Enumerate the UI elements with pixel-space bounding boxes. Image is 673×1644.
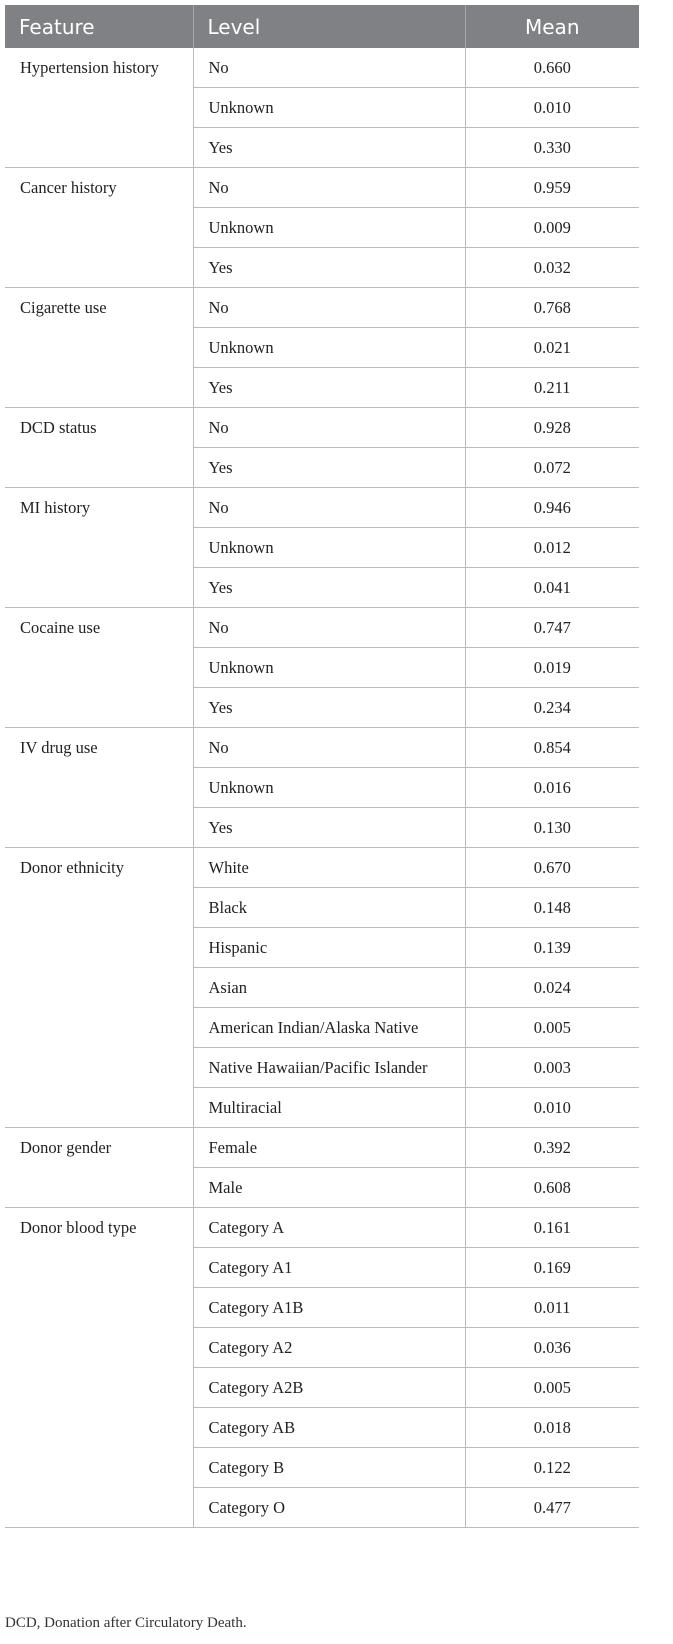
level-cell: Native Hawaiian/Pacific Islander — [193, 1048, 465, 1088]
mean-cell: 0.005 — [465, 1368, 639, 1408]
mean-cell: 0.130 — [465, 808, 639, 848]
mean-cell: 0.041 — [465, 568, 639, 608]
level-cell: Yes — [193, 688, 465, 728]
level-cell: Category B — [193, 1448, 465, 1488]
header-row — [5, 5, 639, 48]
level-cell: Yes — [193, 368, 465, 408]
level-cell: No — [193, 608, 465, 648]
level-cell: Unknown — [193, 328, 465, 368]
level-cell: Category A2 — [193, 1328, 465, 1368]
mean-cell: 0.010 — [465, 88, 639, 128]
level-cell: Unknown — [193, 768, 465, 808]
table-row — [5, 488, 639, 528]
level-cell: No — [193, 488, 465, 528]
table-row — [5, 728, 639, 768]
feature-cell: Donor ethnicity — [5, 848, 193, 1128]
mean-cell: 0.608 — [465, 1168, 639, 1208]
table-header — [5, 5, 639, 48]
level-cell: No — [193, 48, 465, 88]
mean-cell: 0.330 — [465, 128, 639, 168]
level-cell: Category O — [193, 1488, 465, 1528]
level-cell: Yes — [193, 808, 465, 848]
feature-cell: IV drug use — [5, 728, 193, 848]
level-cell: Hispanic — [193, 928, 465, 968]
feature-cell: Hypertension history — [5, 48, 193, 168]
feature-cell: MI history — [5, 488, 193, 608]
table-footnote: DCD, Donation after Circulatory Death. — [5, 1615, 247, 1631]
table-row — [5, 1128, 639, 1168]
mean-cell: 0.768 — [465, 288, 639, 328]
level-cell: No — [193, 408, 465, 448]
level-cell: Category A2B — [193, 1368, 465, 1408]
mean-cell: 0.161 — [465, 1208, 639, 1248]
level-cell: Unknown — [193, 208, 465, 248]
mean-cell: 0.139 — [465, 928, 639, 968]
mean-cell: 0.477 — [465, 1488, 639, 1528]
mean-cell: 0.392 — [465, 1128, 639, 1168]
mean-cell: 0.009 — [465, 208, 639, 248]
feature-cell: Cocaine use — [5, 608, 193, 728]
mean-cell: 0.854 — [465, 728, 639, 768]
feature-cell: Cancer history — [5, 168, 193, 288]
level-cell: No — [193, 288, 465, 328]
mean-cell: 0.011 — [465, 1288, 639, 1328]
feature-mean-table — [5, 5, 639, 1528]
header-feature: Feature — [5, 5, 193, 48]
mean-cell: 0.005 — [465, 1008, 639, 1048]
table-row — [5, 408, 639, 448]
table-row — [5, 848, 639, 888]
mean-cell: 0.670 — [465, 848, 639, 888]
level-cell: Black — [193, 888, 465, 928]
mean-cell: 0.169 — [465, 1248, 639, 1288]
mean-cell: 0.003 — [465, 1048, 639, 1088]
level-cell: Multiracial — [193, 1088, 465, 1128]
mean-cell: 0.024 — [465, 968, 639, 1008]
table-container — [5, 5, 639, 1528]
mean-cell: 0.122 — [465, 1448, 639, 1488]
level-cell: No — [193, 168, 465, 208]
feature-cell: Donor blood type — [5, 1208, 193, 1528]
level-cell: Yes — [193, 568, 465, 608]
mean-cell: 0.959 — [465, 168, 639, 208]
level-cell: Male — [193, 1168, 465, 1208]
mean-cell: 0.660 — [465, 48, 639, 88]
level-cell: Female — [193, 1128, 465, 1168]
level-cell: Unknown — [193, 88, 465, 128]
mean-cell: 0.747 — [465, 608, 639, 648]
mean-cell: 0.211 — [465, 368, 639, 408]
mean-cell: 0.234 — [465, 688, 639, 728]
mean-cell: 0.928 — [465, 408, 639, 448]
mean-cell: 0.018 — [465, 1408, 639, 1448]
feature-cell: Donor gender — [5, 1128, 193, 1208]
level-cell: American Indian/Alaska Native — [193, 1008, 465, 1048]
table-row — [5, 288, 639, 328]
mean-cell: 0.016 — [465, 768, 639, 808]
mean-cell: 0.019 — [465, 648, 639, 688]
level-cell: Unknown — [193, 528, 465, 568]
mean-cell: 0.946 — [465, 488, 639, 528]
mean-cell: 0.012 — [465, 528, 639, 568]
table-row — [5, 1208, 639, 1248]
level-cell: Category AB — [193, 1408, 465, 1448]
mean-cell: 0.032 — [465, 248, 639, 288]
mean-cell: 0.010 — [465, 1088, 639, 1128]
level-cell: Yes — [193, 248, 465, 288]
level-cell: Yes — [193, 128, 465, 168]
level-cell: Asian — [193, 968, 465, 1008]
level-cell: White — [193, 848, 465, 888]
level-cell: Category A — [193, 1208, 465, 1248]
level-cell: No — [193, 728, 465, 768]
level-cell: Yes — [193, 448, 465, 488]
mean-cell: 0.036 — [465, 1328, 639, 1368]
table-row — [5, 48, 639, 88]
mean-cell: 0.148 — [465, 888, 639, 928]
table-body — [5, 48, 639, 1528]
table-row — [5, 608, 639, 648]
level-cell: Category A1B — [193, 1288, 465, 1328]
feature-cell: Cigarette use — [5, 288, 193, 408]
header-mean: Mean — [465, 5, 639, 48]
mean-cell: 0.021 — [465, 328, 639, 368]
level-cell: Category A1 — [193, 1248, 465, 1288]
header-level: Level — [193, 5, 465, 48]
mean-cell: 0.072 — [465, 448, 639, 488]
feature-cell: DCD status — [5, 408, 193, 488]
table-row — [5, 168, 639, 208]
level-cell: Unknown — [193, 648, 465, 688]
